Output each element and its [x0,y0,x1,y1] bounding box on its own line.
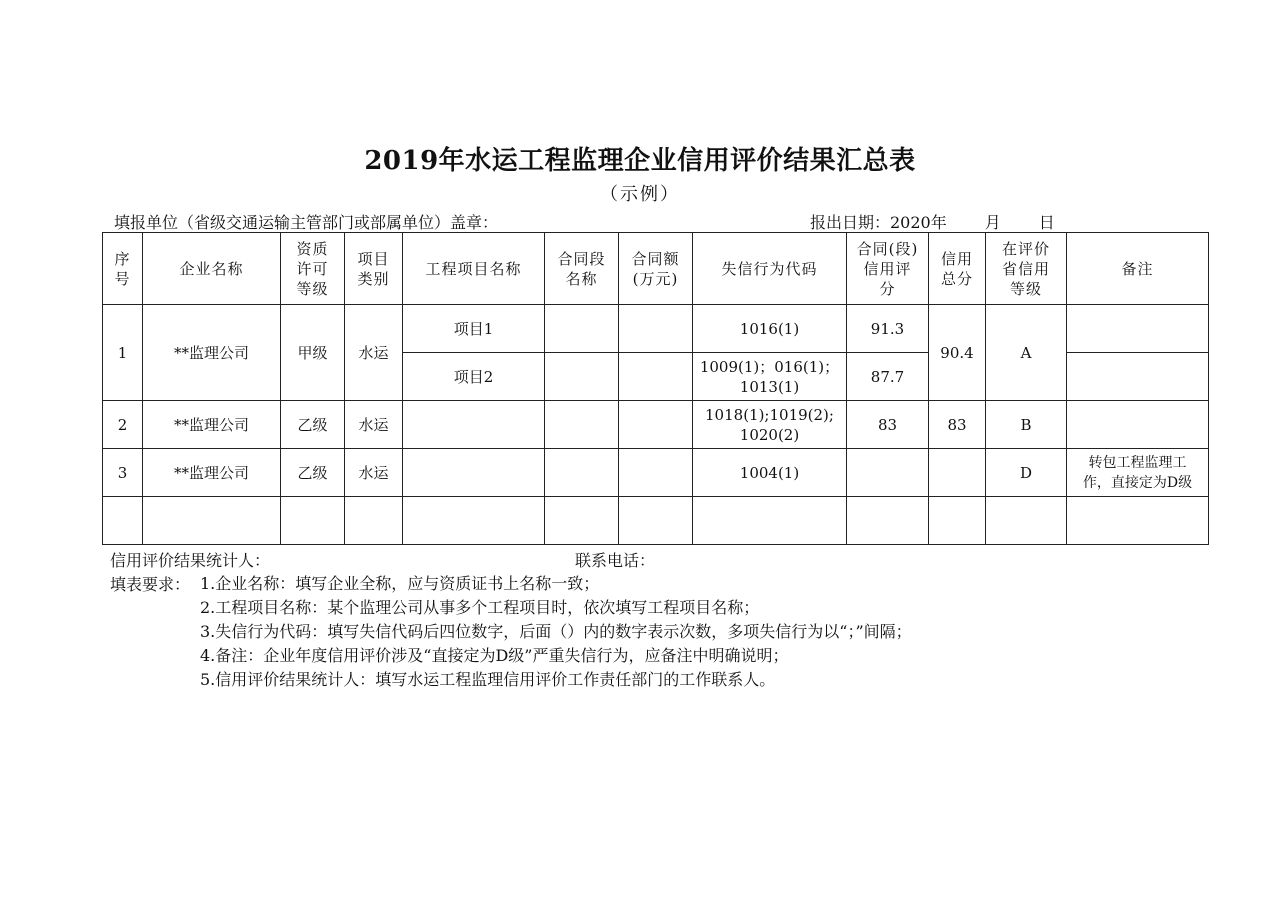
row-grade: D [986,449,1067,497]
row-violation-code: 1004(1) [693,449,847,497]
header-grade: 在评价 省信用 等级 [986,233,1067,305]
row-contract-section [545,401,619,449]
row-project-type: 水运 [345,449,403,497]
requirements-label: 填表要求： [110,575,191,594]
row-violation-code: 1018(1);1019(2); 1020(2) [693,401,847,449]
table-row [103,401,1209,449]
requirement-item: 4.备注：企业年度信用评价涉及“直接定为D级”严重失信行为，应备注中明确说明； [200,646,789,665]
empty-cell [103,497,143,545]
empty-cell [1067,497,1209,545]
requirement-item: 2.工程项目名称：某个监理公司从事多个工程项目时，依次填写工程项目名称； [200,598,760,617]
empty-cell [986,497,1067,545]
empty-cell [693,497,847,545]
row-contract-section [545,449,619,497]
empty-cell [929,497,986,545]
row-contract-score [847,449,929,497]
row-violation-code: 1016(1) [693,305,847,353]
row-total-score [929,449,986,497]
row-contract-amount [619,353,693,401]
row-seq: 2 [103,401,143,449]
header-project-type: 项目 类别 [345,233,403,305]
header-violation-code: 失信行为代码 [693,233,847,305]
document-subtitle: （示例） [600,184,680,205]
report-date-label: 报出日期：2020年 [810,213,947,232]
row-remark [1067,305,1209,353]
header-total-score: 信用 总分 [929,233,986,305]
empty-cell [345,497,403,545]
row-contract-section [545,305,619,353]
row-project-name [403,449,545,497]
row-contract-score: 91.3 [847,305,929,353]
header-company: 企业名称 [143,233,281,305]
row-remark [1067,353,1209,401]
row-contract-section [545,353,619,401]
header-contract-score: 合同(段) 信用评 分 [847,233,929,305]
row-violation-code: 1009(1)；016(1)； 1013(1) [693,353,847,401]
row-contract-score: 83 [847,401,929,449]
fill-unit-label: 填报单位（省级交通运输主管部门或部属单位）盖章： [114,213,499,232]
header-seq: 序 号 [103,233,143,305]
row-total-score: 83 [929,401,986,449]
table-row [103,305,1209,353]
table-row [103,449,1209,497]
row-contract-amount [619,401,693,449]
row-remark: 转包工程监理工 作，直接定为D级 [1067,449,1209,497]
empty-cell [281,497,345,545]
row-grade: A [986,305,1067,401]
report-date-month: 月 [984,213,1001,232]
document-title: 2019年水运工程监理企业信用评价结果汇总表 [364,146,916,176]
requirement-item: 5.信用评价结果统计人：填写水运工程监理信用评价工作责任部门的工作联系人。 [200,670,776,689]
empty-cell [143,497,281,545]
row-contract-amount [619,449,693,497]
row-project-name [403,401,545,449]
header-remark: 备注 [1067,233,1209,305]
header-contract-section: 合同段 名称 [545,233,619,305]
row-total-score: 90.4 [929,305,986,401]
report-date-day: 日 [1038,213,1055,232]
row-remark [1067,401,1209,449]
table-header-row [103,233,1209,305]
empty-cell [619,497,693,545]
header-project-name: 工程项目名称 [403,233,545,305]
row-contract-amount [619,305,693,353]
requirement-item: 1.企业名称：填写企业全称，应与资质证书上名称一致； [200,574,600,593]
row-grade: B [986,401,1067,449]
row-seq: 3 [103,449,143,497]
row-qualification: 乙级 [281,401,345,449]
table-row-empty [103,497,1209,545]
stat-person-label: 信用评价结果统计人： [110,551,271,570]
requirements-list [200,572,912,692]
row-contract-score: 87.7 [847,353,929,401]
row-project-type: 水运 [345,305,403,401]
report-date [810,210,1055,233]
row-project-name: 项目2 [403,353,545,401]
credit-summary-table [102,232,1209,545]
header-contract-amount: 合同额 (万元) [619,233,693,305]
empty-cell [545,497,619,545]
empty-cell [403,497,545,545]
header-qualification: 资质 许可 等级 [281,233,345,305]
empty-cell [847,497,929,545]
requirement-item: 3.失信行为代码：填写失信代码后四位数字，后面（）内的数字表示次数，多项失信行为以“；”间隔； [200,622,912,641]
row-company: **监理公司 [143,449,281,497]
row-project-name: 项目1 [403,305,545,353]
row-seq: 1 [103,305,143,401]
phone-label: 联系电话： [575,551,656,570]
row-company: **监理公司 [143,305,281,401]
row-qualification: 甲级 [281,305,345,401]
row-qualification: 乙级 [281,449,345,497]
row-project-type: 水运 [345,401,403,449]
row-company: **监理公司 [143,401,281,449]
